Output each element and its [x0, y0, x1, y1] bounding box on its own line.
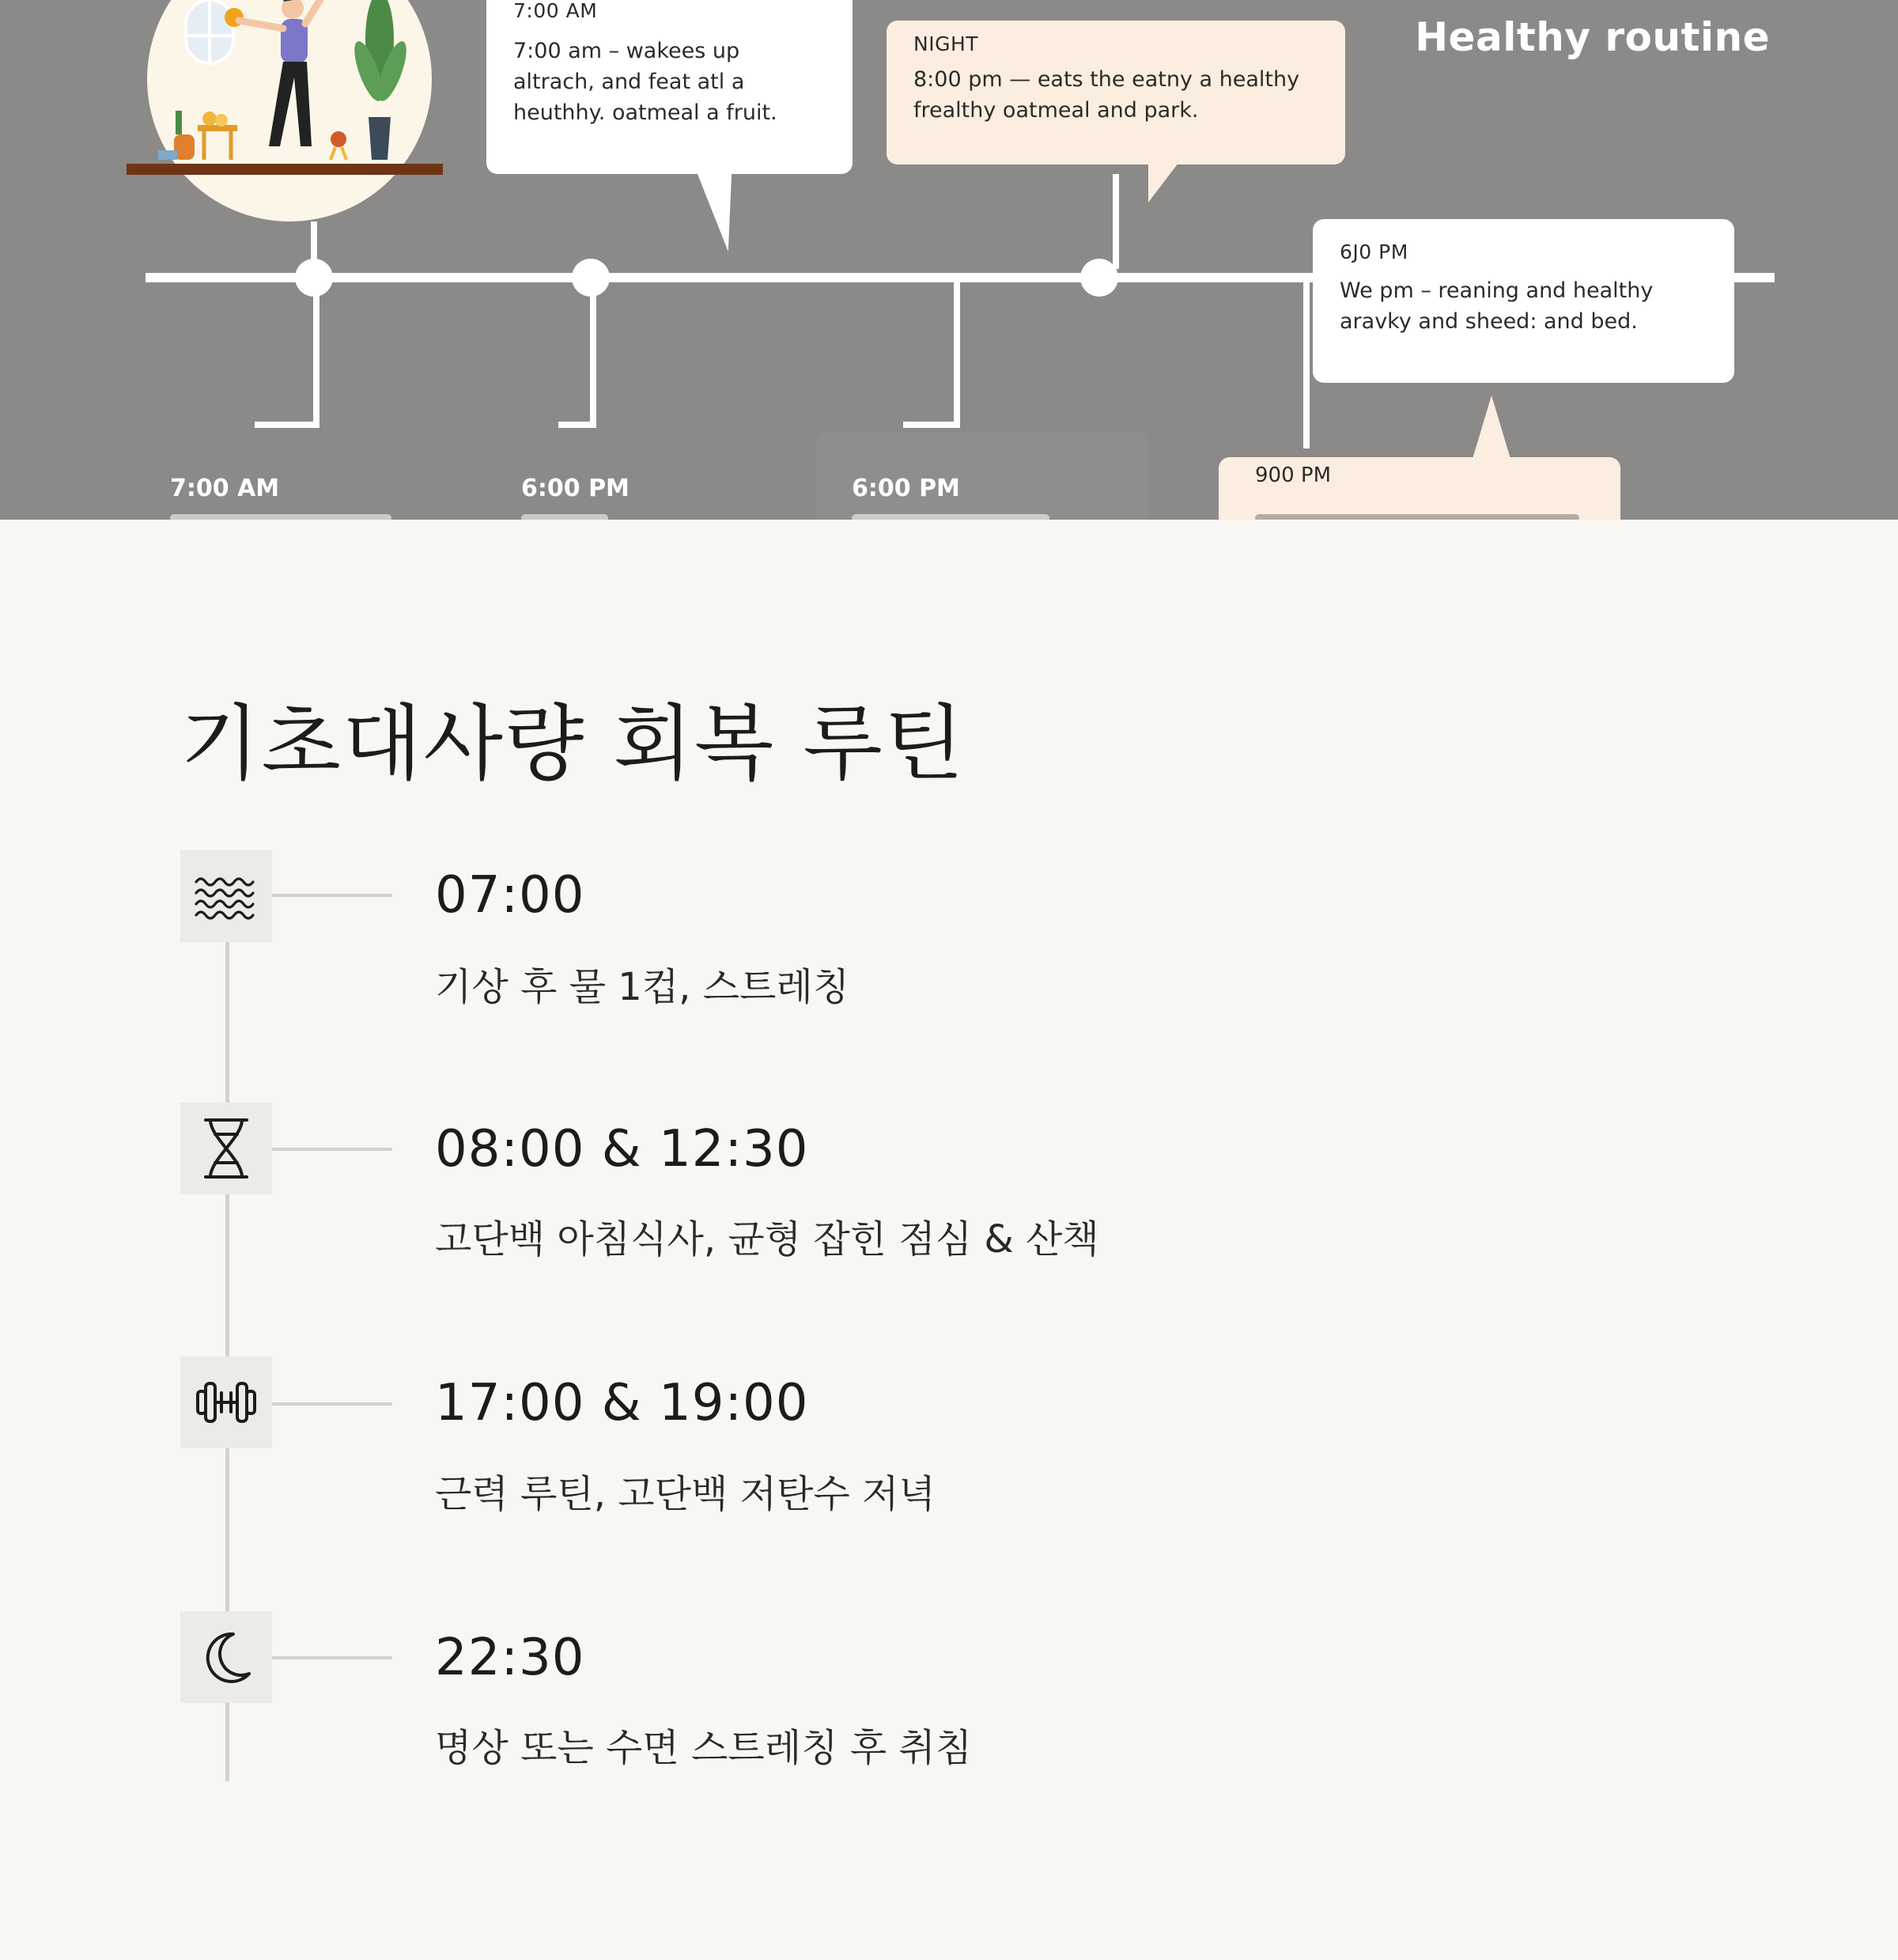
water-waves-icon — [193, 872, 259, 920]
step-time: 17:00 & 19:00 — [435, 1374, 809, 1432]
person-stretching-illustration — [142, 0, 443, 174]
bubble-tail — [1148, 163, 1178, 202]
step-icon-box — [180, 1611, 272, 1703]
hourglass-icon — [201, 1117, 251, 1180]
timeline-stem — [903, 422, 960, 428]
timeline-stem — [255, 422, 319, 428]
timeline-stem — [313, 285, 319, 427]
cropped-text — [1255, 514, 1579, 520]
timeline-bubble — [1313, 219, 1734, 383]
timeline-bubble — [486, 0, 853, 174]
bottom-time-label: 900 PM — [1255, 464, 1332, 487]
step-time: 22:30 — [435, 1629, 585, 1687]
bubble-tail — [1473, 395, 1510, 459]
cropped-text — [852, 514, 1049, 520]
cropped-text — [170, 514, 391, 520]
hero-infographic — [0, 0, 1898, 520]
moon-icon — [198, 1629, 254, 1685]
bubble-text: 8:00 pm — eats the eatny a healthy frealthy oatmeal and park. — [913, 67, 1300, 123]
timeline-stem — [954, 282, 960, 427]
bubble-text: We pm – reaning and healthy aravky and sheed: and bed. — [1340, 278, 1654, 334]
timeline-stem — [590, 285, 596, 427]
shelf — [127, 164, 443, 175]
step-connector — [272, 1656, 392, 1659]
dumbbell-icon — [195, 1379, 258, 1426]
step-time: 07:00 — [435, 866, 585, 925]
bubble-time: NIGHT — [913, 32, 979, 55]
hero-title: Healthy routine — [1415, 14, 1770, 60]
step-icon-box — [180, 1356, 272, 1448]
bubble-text: 7:00 am – wakees up altrach, and feat atl a heuthhy. oatmeal a fruit. — [513, 39, 777, 125]
bottom-time-label: 7:00 AM — [170, 475, 280, 502]
step-connector — [272, 894, 392, 897]
routine-title: 기초대사량 회복 루틴 — [180, 695, 966, 792]
timeline-stem — [311, 221, 317, 269]
step-time: 08:00 & 12:30 — [435, 1120, 809, 1179]
timeline-stem — [1113, 174, 1119, 269]
step-description: 명상 또는 수면 스트레칭 후 취침 — [435, 1726, 973, 1770]
cropped-text — [521, 514, 608, 520]
bubble-tail — [697, 172, 746, 252]
step-icon-box — [180, 850, 272, 942]
step-connector — [272, 1148, 392, 1151]
timeline-stem — [558, 422, 596, 428]
step-description: 근력 루틴, 고단백 저탄수 저녁 — [435, 1472, 936, 1516]
bottom-time-label: 6:00 PM — [852, 475, 960, 502]
step-icon-box — [180, 1103, 272, 1194]
step-connector — [272, 1402, 392, 1406]
bubble-time: 6J0 PM — [1340, 240, 1408, 263]
timeline-bubble — [887, 21, 1345, 165]
step-description: 기상 후 물 1컵, 스트레칭 — [435, 965, 850, 1009]
bottom-time-label: 6:00 PM — [521, 475, 630, 502]
step-description: 고단백 아침식사, 균형 잡힌 점심 & 산책 — [435, 1217, 1099, 1262]
bubble-time: 7:00 AM — [513, 0, 598, 22]
timeline-stem — [1303, 282, 1310, 448]
